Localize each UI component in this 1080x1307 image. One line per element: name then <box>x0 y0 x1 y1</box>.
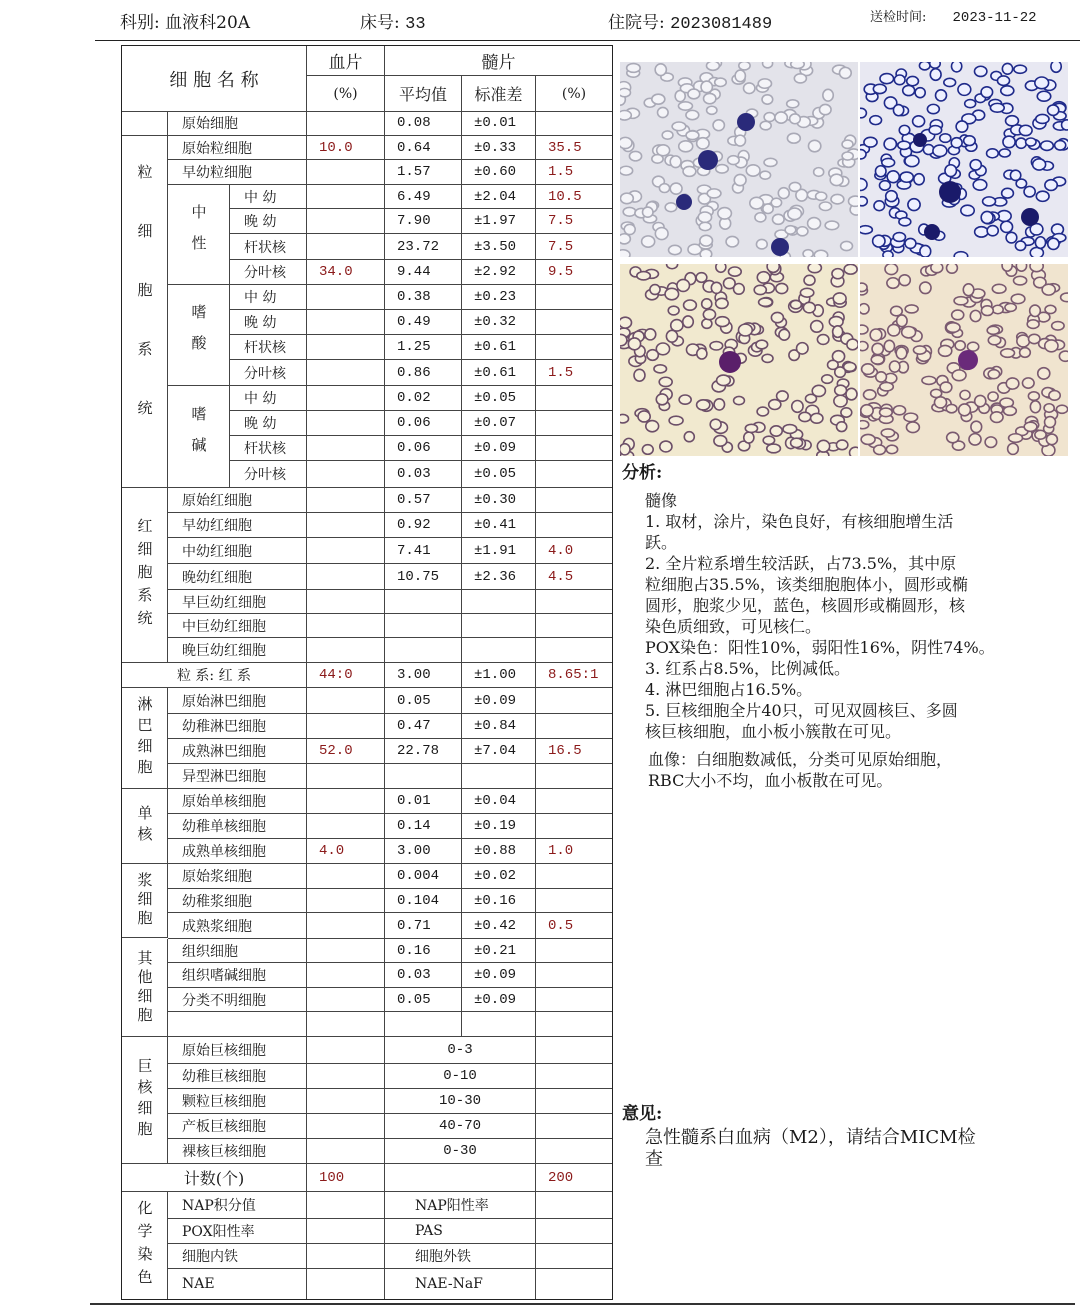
mean-value: 0.57 <box>385 488 462 513</box>
sd-value <box>462 1012 536 1037</box>
mean-value: 0.004 <box>385 864 462 889</box>
marrow-pct-value <box>536 1012 612 1037</box>
sd-value: ±0.33 <box>462 136 536 160</box>
marrow-photo-1 <box>620 62 858 257</box>
cell-name: 中 幼 <box>230 185 307 209</box>
bed-value: 33 <box>405 15 426 34</box>
cell-name: 组织细胞 <box>168 939 307 963</box>
group-plasma: 浆细胞 <box>122 864 168 938</box>
mean-value: 0.03 <box>385 963 462 988</box>
marrow-pct-value: 0.5 <box>536 913 612 939</box>
mean-value: 0.71 <box>385 913 462 939</box>
date-label: 送检时间: <box>870 10 927 25</box>
cell-name: 原始浆细胞 <box>168 864 307 889</box>
chem-right-label: NAP阳性率 <box>385 1192 536 1219</box>
marrow-pct-value: 7.5 <box>536 234 612 260</box>
header-marrow: 髓片 <box>385 46 612 76</box>
sd-value: ±0.09 <box>462 963 536 988</box>
marrow-pct-value <box>536 436 612 461</box>
cell-name: 早幼红细胞 <box>168 513 307 538</box>
mean-value: 1.57 <box>385 160 462 185</box>
marrow-pct-value <box>536 638 612 663</box>
mean-value: 0.01 <box>385 789 462 814</box>
mega-name: 颗粒巨核细胞 <box>168 1089 307 1114</box>
blood-value <box>307 864 385 889</box>
marrow-pct-value <box>536 335 612 360</box>
mega-pct <box>536 1064 612 1089</box>
blood-value <box>307 688 385 714</box>
chem-right-label: 细胞外铁 <box>385 1244 536 1269</box>
blood-analysis <box>648 749 952 791</box>
mean-value: 0.92 <box>385 513 462 538</box>
blood-value <box>307 889 385 913</box>
mega-pct <box>536 1114 612 1139</box>
sd-value: ±0.41 <box>462 513 536 538</box>
mean-value: 23.72 <box>385 234 462 260</box>
mean-value: 3.00 <box>385 663 462 688</box>
cell-name: 中 幼 <box>230 285 307 310</box>
nucleus <box>676 194 692 210</box>
inpatient-value: 2023081489 <box>670 15 773 34</box>
marrow-pct-value <box>536 285 612 310</box>
nucleus <box>913 133 927 147</box>
marrow-pct-value: 7.5 <box>536 209 612 234</box>
cell-name <box>168 1012 307 1037</box>
blood-value <box>307 963 385 988</box>
group-neutrophil: 中性 <box>168 185 230 285</box>
sd-value: ±0.05 <box>462 386 536 411</box>
marrow-pct-value <box>536 764 612 789</box>
sd-value: ±0.09 <box>462 688 536 714</box>
cell-name: 分叶核 <box>230 260 307 285</box>
cell-name: 早巨幼红细胞 <box>168 590 307 614</box>
mean-value: 0.02 <box>385 386 462 411</box>
marrow-pct-value <box>536 310 612 335</box>
cell-name: 早幼粒细胞 <box>168 160 307 185</box>
group-erythroid: 红细胞系统 <box>122 488 168 663</box>
mean-value: 0.05 <box>385 688 462 714</box>
mean-value: 0.47 <box>385 714 462 739</box>
blood-value <box>307 988 385 1012</box>
blood-value <box>307 411 385 436</box>
header-cell-name: 细 胞 名 称 <box>122 46 307 112</box>
cell-name: 原始细胞 <box>168 111 307 136</box>
marrow-pct-value <box>536 864 612 889</box>
marrow-pct-value: 35.5 <box>536 136 612 160</box>
mega-name: 产板巨核细胞 <box>168 1114 307 1139</box>
marrow-pct-value <box>536 789 612 814</box>
count-blank <box>385 1164 536 1192</box>
text-line: 查 <box>645 1149 663 1170</box>
mean-value: 0.03 <box>385 461 462 488</box>
cell-name: 杆状核 <box>230 335 307 360</box>
bed-label: 床号: <box>360 13 400 33</box>
mean-value <box>385 764 462 789</box>
group-blank <box>122 111 168 136</box>
blood-value <box>307 488 385 513</box>
cell-name: 原始粒细胞 <box>168 136 307 160</box>
cell-name: 分叶核 <box>230 360 307 386</box>
chem-left-value <box>307 1269 385 1299</box>
blood-value <box>307 764 385 789</box>
mean-value: 6.49 <box>385 185 462 209</box>
marrow-pct-value <box>536 614 612 638</box>
header-mean: 平均值 <box>385 76 462 112</box>
text-line: 4. 淋巴细胞占16.5%。 <box>645 680 813 699</box>
cell-name: 分叶核 <box>230 461 307 488</box>
blood-value <box>307 814 385 839</box>
sd-value: ±0.16 <box>462 889 536 913</box>
mean-value: 0.86 <box>385 360 462 386</box>
blood-value <box>307 234 385 260</box>
cell-name: 杆状核 <box>230 436 307 461</box>
cell-name: 晚 幼 <box>230 310 307 335</box>
mega-pct <box>536 1089 612 1114</box>
blood-value <box>307 913 385 939</box>
marrow-pct-value: 9.5 <box>536 260 612 285</box>
marrow-title: 髓像 <box>645 491 678 510</box>
nucleus <box>924 224 940 240</box>
chem-left-label: 细胞内铁 <box>168 1244 307 1269</box>
cell-name: 原始红细胞 <box>168 488 307 513</box>
mean-value: 0.16 <box>385 939 462 963</box>
blood-value: 10.0 <box>307 136 385 160</box>
group-basophil: 嗜碱 <box>168 386 230 488</box>
mean-value <box>385 590 462 614</box>
sd-value <box>462 638 536 663</box>
mean-value: 0.49 <box>385 310 462 335</box>
chem-right-value <box>536 1269 612 1299</box>
mean-value: 0.06 <box>385 436 462 461</box>
cell-name: 原始单核细胞 <box>168 789 307 814</box>
marrow-photo-2 <box>860 62 1068 257</box>
mega-blood <box>307 1089 385 1114</box>
department-value: 血液科20A <box>165 13 251 33</box>
marrow-pct-value <box>536 939 612 963</box>
marrow-pct-value <box>536 411 612 436</box>
mean-value: 22.78 <box>385 739 462 764</box>
header-blood-pct: (%) <box>307 76 385 112</box>
marrow-pct-value <box>536 386 612 411</box>
marrow-pct-value <box>536 488 612 513</box>
cell-name: 晚巨幼红细胞 <box>168 638 307 663</box>
cell-name: 成熟淋巴细胞 <box>168 739 307 764</box>
marrow-pct-value: 8.65:1 <box>536 663 612 688</box>
blood-value <box>307 461 385 488</box>
cell-name: 晚 幼 <box>230 209 307 234</box>
count-blood: 100 <box>307 1164 385 1192</box>
mean-value: 0.14 <box>385 814 462 839</box>
cell-name: 中巨幼红细胞 <box>168 614 307 638</box>
date-field <box>870 6 1037 26</box>
chem-left-value <box>307 1219 385 1244</box>
chem-left-value <box>307 1244 385 1269</box>
sd-value: ±0.84 <box>462 714 536 739</box>
mega-range: 10-30 <box>385 1089 536 1114</box>
mean-value: 3.00 <box>385 839 462 864</box>
blood-value <box>307 436 385 461</box>
mega-range: 40-70 <box>385 1114 536 1139</box>
blood-value: 34.0 <box>307 260 385 285</box>
sd-value: ±2.04 <box>462 185 536 209</box>
cell-name: 原始淋巴细胞 <box>168 688 307 714</box>
mean-value: 0.64 <box>385 136 462 160</box>
sd-value: ±1.91 <box>462 538 536 564</box>
ratio-label: 粒 系: 红 系 <box>122 663 307 688</box>
mega-blood <box>307 1139 385 1164</box>
group-other: 其他细胞 <box>122 939 168 1037</box>
blood-value <box>307 590 385 614</box>
blood-value <box>307 789 385 814</box>
analysis-title: 分析: <box>622 463 663 483</box>
mean-value <box>385 614 462 638</box>
mean-value <box>385 638 462 663</box>
blood-photo-1 <box>620 264 858 456</box>
marrow-pct-value: 16.5 <box>536 739 612 764</box>
sd-value: ±0.23 <box>462 285 536 310</box>
chem-right-value <box>536 1192 612 1219</box>
blood-value: 52.0 <box>307 739 385 764</box>
text-line: 急性髓系白血病（M2），请结合MICM检 <box>645 1127 976 1148</box>
cell-name: 成熟单核细胞 <box>168 839 307 864</box>
mean-value: 0.38 <box>385 285 462 310</box>
mega-range: 0-30 <box>385 1139 536 1164</box>
chem-right-value <box>536 1244 612 1269</box>
group-chem: 化学染色 <box>122 1192 168 1299</box>
nucleus <box>698 150 718 170</box>
header-blood: 血片 <box>307 46 385 76</box>
footer-divider <box>90 1303 1075 1305</box>
inpatient-label: 住院号: <box>608 13 665 33</box>
blood-value <box>307 209 385 234</box>
blood-photo-2 <box>860 264 1068 456</box>
inpatient-field <box>608 8 772 34</box>
sd-value <box>462 764 536 789</box>
marrow-pct-value: 1.0 <box>536 839 612 864</box>
marrow-pct-value: 10.5 <box>536 185 612 209</box>
blood-value <box>307 310 385 335</box>
marrow-pct-value <box>536 513 612 538</box>
opinion-text <box>645 1127 976 1171</box>
cell-name: 中幼红细胞 <box>168 538 307 564</box>
cell-name: 组织嗜碱细胞 <box>168 963 307 988</box>
department-label: 科别: <box>120 13 160 33</box>
cell-name: 杆状核 <box>230 234 307 260</box>
mega-name: 原始巨核细胞 <box>168 1037 307 1064</box>
sd-value <box>462 590 536 614</box>
mean-value <box>385 1012 462 1037</box>
chem-right-label: PAS <box>385 1219 536 1244</box>
blood-value <box>307 1012 385 1037</box>
chem-right-value <box>536 1219 612 1244</box>
mean-value: 1.25 <box>385 335 462 360</box>
sd-value: ±0.60 <box>462 160 536 185</box>
sd-value: ±0.42 <box>462 913 536 939</box>
nucleus <box>771 238 789 256</box>
mega-blood <box>307 1114 385 1139</box>
blood-value <box>307 111 385 136</box>
text-line: 染色质细致，可见核仁。 <box>645 617 822 636</box>
sd-value: ±0.01 <box>462 111 536 136</box>
blood-value <box>307 513 385 538</box>
group-granulocyte: 粒细胞系统 <box>122 136 168 488</box>
text-line: 血像：白细胞数减低，分类可见原始细胞， <box>648 750 953 769</box>
sd-value: ±0.05 <box>462 461 536 488</box>
date-value: 2023-11-22 <box>952 10 1037 26</box>
chem-left-label: NAE <box>168 1269 307 1299</box>
mean-value: 7.41 <box>385 538 462 564</box>
sd-value: ±1.97 <box>462 209 536 234</box>
marrow-pct-value <box>536 111 612 136</box>
marrow-pct-value: 1.5 <box>536 360 612 386</box>
sd-value: ±0.04 <box>462 789 536 814</box>
mean-value: 0.08 <box>385 111 462 136</box>
blood-value <box>307 564 385 590</box>
sd-value: ±0.61 <box>462 360 536 386</box>
count-label: 计数(个) <box>122 1164 307 1192</box>
text-line: 粒细胞占35.5%，该类细胞胞体小，圆形或椭 <box>645 575 968 594</box>
mean-value: 0.104 <box>385 889 462 913</box>
mean-value: 10.75 <box>385 564 462 590</box>
sd-value: ±0.30 <box>462 488 536 513</box>
header-marrow-pct: (%) <box>536 76 612 112</box>
blood-value <box>307 638 385 663</box>
group-mono: 单核 <box>122 789 168 864</box>
nucleus <box>1021 208 1039 226</box>
sd-value: ±0.02 <box>462 864 536 889</box>
marrow-analysis <box>645 511 995 742</box>
group-mega: 巨核细胞 <box>122 1037 168 1164</box>
blood-value: 4.0 <box>307 839 385 864</box>
mean-value: 0.06 <box>385 411 462 436</box>
sd-value: ±0.88 <box>462 839 536 864</box>
sd-value: ±7.04 <box>462 739 536 764</box>
mega-name: 裸核巨核细胞 <box>168 1139 307 1164</box>
opinion-title: 意见: <box>622 1104 663 1124</box>
marrow-pct-value <box>536 590 612 614</box>
chem-left-label: NAP积分值 <box>168 1192 307 1219</box>
nucleus <box>737 113 755 131</box>
sd-value: ±0.07 <box>462 411 536 436</box>
marrow-pct-value <box>536 889 612 913</box>
mega-range: 0-3 <box>385 1037 536 1064</box>
blood-value <box>307 285 385 310</box>
sd-value: ±0.21 <box>462 939 536 963</box>
cell-name: 幼稚浆细胞 <box>168 889 307 913</box>
blood-value <box>307 360 385 386</box>
text-line: POX染色：阳性10%，弱阳性16%，阴性74%。 <box>645 638 995 657</box>
department-field <box>120 8 250 33</box>
mega-name: 幼稚巨核细胞 <box>168 1064 307 1089</box>
marrow-pct-value: 4.5 <box>536 564 612 590</box>
mega-blood <box>307 1037 385 1064</box>
text-line: 2. 全片粒系增生较活跃，占73.5%，其中原 <box>645 554 957 573</box>
marrow-pct-value <box>536 814 612 839</box>
sd-value: ±2.92 <box>462 260 536 285</box>
blood-value <box>307 714 385 739</box>
blood-value <box>307 160 385 185</box>
cell-name: 幼稚淋巴细胞 <box>168 714 307 739</box>
count-marrow: 200 <box>536 1164 612 1192</box>
mega-blood <box>307 1064 385 1089</box>
cell-name: 晚 幼 <box>230 411 307 436</box>
cell-name: 成熟浆细胞 <box>168 913 307 939</box>
bed-field <box>360 8 426 34</box>
mean-value: 7.90 <box>385 209 462 234</box>
header-sd: 标准差 <box>462 76 536 112</box>
blood-value <box>307 335 385 360</box>
mega-range: 0-10 <box>385 1064 536 1089</box>
text-line: RBC大小不均，血小板散在可见。 <box>648 771 893 790</box>
blood-value <box>307 185 385 209</box>
blood-value: 44:0 <box>307 663 385 688</box>
header-divider <box>95 40 1080 41</box>
marrow-pct-value <box>536 461 612 488</box>
group-eosinophil: 嗜酸 <box>168 285 230 386</box>
cell-name: 幼稚单核细胞 <box>168 814 307 839</box>
blood-value <box>307 538 385 564</box>
marrow-pct-value <box>536 963 612 988</box>
cell-name: 中 幼 <box>230 386 307 411</box>
text-line: 核巨核细胞，血小板小簇散在可见。 <box>645 722 902 741</box>
sd-value: ±0.32 <box>462 310 536 335</box>
chem-right-label: NAE-NaF <box>385 1269 536 1299</box>
blood-value <box>307 386 385 411</box>
chem-left-label: POX阳性率 <box>168 1219 307 1244</box>
marrow-pct-value <box>536 714 612 739</box>
text-line: 跃。 <box>645 533 678 552</box>
chem-left-value <box>307 1192 385 1219</box>
sd-value: ±0.61 <box>462 335 536 360</box>
text-line: 3. 红系占8.5%，比例减低。 <box>645 659 851 678</box>
cell-count-table <box>121 45 613 1300</box>
group-lymph: 淋巴细胞 <box>122 688 168 789</box>
sd-value: ±0.19 <box>462 814 536 839</box>
blood-value <box>307 614 385 638</box>
nucleus <box>719 351 741 373</box>
text-line: 1. 取材，涂片，染色良好，有核细胞增生活 <box>645 512 954 531</box>
text-line: 5. 巨核细胞全片40只，可见双圆核巨、多圆 <box>645 701 958 720</box>
mean-value: 9.44 <box>385 260 462 285</box>
cell-name: 晚幼红细胞 <box>168 564 307 590</box>
mega-pct <box>536 1037 612 1064</box>
sd-value: ±0.09 <box>462 988 536 1012</box>
text-line: 圆形，胞浆少见，蓝色，核圆形或椭圆形，核 <box>645 596 966 615</box>
sd-value <box>462 614 536 638</box>
sd-value: ±1.00 <box>462 663 536 688</box>
sd-value: ±2.36 <box>462 564 536 590</box>
nucleus <box>939 181 961 203</box>
mean-value: 0.05 <box>385 988 462 1012</box>
cell-name: 异型淋巴细胞 <box>168 764 307 789</box>
marrow-pct-value: 4.0 <box>536 538 612 564</box>
sd-value: ±3.50 <box>462 234 536 260</box>
sd-value: ±0.09 <box>462 436 536 461</box>
blood-value <box>307 939 385 963</box>
marrow-pct-value <box>536 688 612 714</box>
cell-name: 分类不明细胞 <box>168 988 307 1012</box>
nucleus <box>958 350 978 370</box>
mega-pct <box>536 1139 612 1164</box>
marrow-pct-value <box>536 988 612 1012</box>
marrow-pct-value: 1.5 <box>536 160 612 185</box>
